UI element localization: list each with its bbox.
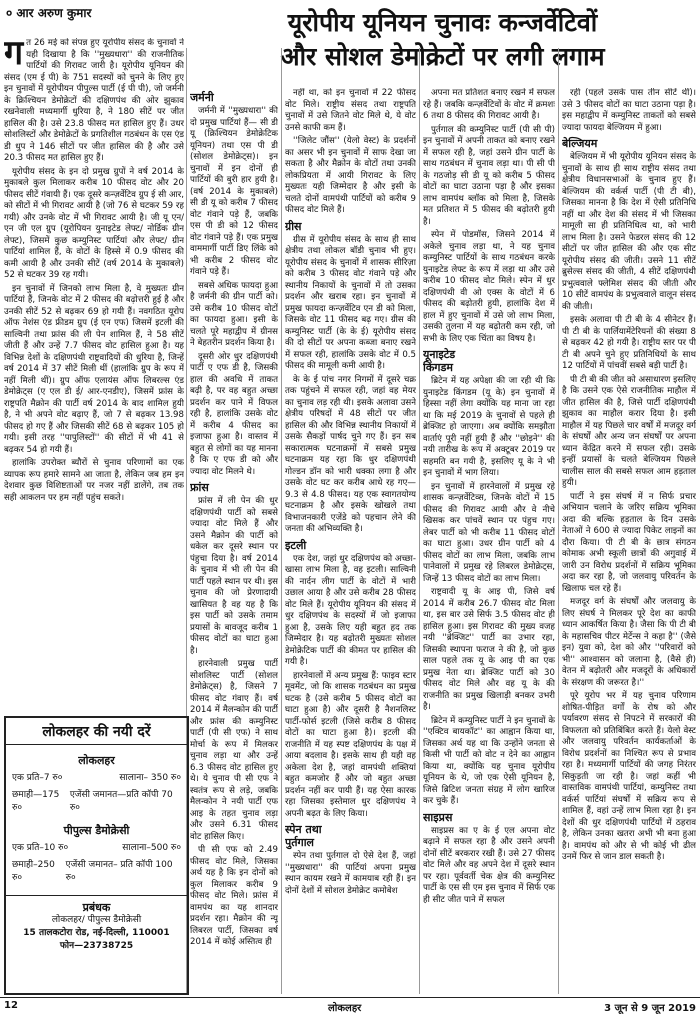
- rates-row: छमाही–250 रु० एजेंसी जमानत– प्रति कॉपी 100 रु०: [12, 860, 173, 883]
- article-paragraph: ''जिलेट जौंस'' (येलो वेस्ट) के प्रदर्शनों का असर भी इन चुनावों में साफ देखा जा सकता है और मैक्रोन के वोटों तथा उनकी लोकप्रियता में आयी गिरावट के लिए मुख्यतः यही जिम्मेदार है और इसी के चलते दोनों वामपंथी पार्टियों को करीब 9 फीसद वोट मिले हैं।: [285, 136, 416, 215]
- article-paragraph: रही (पहले उसके पास तीन सीटें थीं)। उसे 3 फीसद वोटों का घाटा उठाना पड़ा है। इस महाद्वीप में कम्युनिस्ट ताकतों को सबसे ज्यादा फायदा बेल्जियम में हुआ।: [562, 88, 696, 133]
- article-paragraph: स्पेन तथा पुर्तगाल दो ऐसे देश हैं, जहां ''मुख्यधारा'' की पार्टियां अपना प्रमुख स्थान कायम रखने में कामयाब रही हैं। इन दोनों देशों में सोशल डेमोक्रेट कमोबेश: [285, 851, 416, 896]
- article-paragraph: दूसरी ओर धुर दक्षिणपंथी पार्टी ए एफ डी है, जिसकी हाल की अवधि में ताकत बढ़ी है, पर वह बहुत अच्छा प्रदर्शन कर पाने में विफल रही है, हालांकि उसके वोट में करीब 4 फीसद का इजाफा हुआ है। वास्तव में बहुत से लोगों का यह मानना है कि ए एफ डी को और ज्यादा वोट मिलने थे।: [190, 351, 278, 477]
- rates-section-title: लोकलहर: [78, 754, 115, 767]
- rates-row: छमाही—175 रु० एजेंसी जमानत—प्रति कॉपी 70 रु०: [12, 790, 173, 813]
- section-heading: ग्रीस: [285, 219, 302, 233]
- manager-title: प्रबंधक: [82, 901, 111, 914]
- article-paragraph: पूरे यूरोप भर में यह चुनाव परिणाम शोषित-पीड़ित वर्गों के रोष को और पर्यावरण संसद से निपटने में सरकारों की विफलता को प्रतिबिंबित करते हैं। येलो वेस्ट और जलवायु परिवर्तन कार्यकर्ताओं के विरोध प्रदर्शनों का निश्चित रूप से प्रभाव रहा है। मध्यमार्गी पार्टियों की जगह निरंतर सिकुड़ती जा रही है। जहां कहीं भी वास्तविक वामपंथी पार्टियां, कम्युनिस्ट तथा वर्कर्स पार्टियां संघर्षों में सक्रिय रूप से शामिल हैं, वहां उन्हें लाभ मिला रहा है। इन देशों की धुर दक्षिणपंथी पार्टियों में ठहराव है, लेकिन उनका खतरा अभी भी बना हुआ है। वामपंथ को और से भी कोई भी ढील उनमें फिर से जान डाल सकती है।: [562, 691, 696, 862]
- column-rule: [419, 48, 420, 994]
- article-paragraph: हारनेवालों में अन्य प्रमुख हैं: फाइव स्टार मूवमेंट, जो कि शासक गठबंधन का प्रमुख घटक है (उसे करीब 5 फीसद वोटों का घाटा हुआ है) और दूसरी है नैशनलिस्ट पार्टी-फोर्स इटली (जिसे करीब 8 फीसद वोटों का घाटा हुआ है)। इटली की राजनीति में यह स्पष्ट दक्षिणपंथ के पक्ष में आया बदलाव है। इसके साथ ही यही वह अकेला देश है, जहां वामपंथी शक्तियां बहुत कमजोर हैं और जो बहुत अच्छा प्रदर्शन नहीं कर पायी हैं। यह ऐसा कारक रहा जिसका इस्तेमाल धुर दक्षिणपंथ ने अपनी बढ़त के लिए किया।: [285, 670, 416, 819]
- page-footer: [0, 997, 700, 1015]
- section-heading: बेल्जियम: [562, 137, 598, 150]
- article-paragraph: इसके अलावा पी टी बी के 4 सीनेटर हैं। पी टी बी के पार्लियामेंटेरियनों की संख्या 8 से बढ़कर 42 हो गयी है। राष्ट्रीय स्तर पर पी टी बी अपने चुने हुए प्रतिनिधियों के साथ 12 पार्टियों में पांचवीं सबसे बड़ी पार्टी है।: [562, 315, 696, 371]
- article-paragraph: इन चुनावों में जिनको लाभ मिला है, वे मुख्यतः ग्रीन पार्टियां हैं, जिनके वोट में 2 फीसद की बढ़ोत्तरी हुई है और उनकी सीटें 52 से बढ़कर 69 हो गयी हैं। नवगठित यूरोप ऑफ नेशंस एंड फ्रीडम ग्रुप (ई एन एफ) जिसमें इटली की साल्विनी तथा फ्रांस की ली पेन शामिल हैं, ने 58 सीटें जीती हैं और उन्हें 7.7 फीसद वोट हासिल हुआ है। यह विभिन्न देशों के दक्षिणपंथी राष्ट्रवादियों की धुरिया है, जिन्हें वर्ष 2014 में 37 सीटें मिली थीं (हालांकि ग्रुप के रूप में नहीं मिली थीं)। ग्रुप ऑफ एलायंस ऑफ लिबरल्स एंड डेमोक्रेट्स (ए एल डी ई/ आर-एनडीए), जिसमें फ्रांस के राष्ट्रपति मैक्रोन की पार्टी वर्ष 2014 के बाद शामिल हुयी है, ने भी अपने वोट बढ़ाए हैं, जो 7 से बढ़कर 13.98 फीसद हो गए हैं और जिसकी सीटें 68 से बढ़कर 105 हो गयी। इसी तरह ''पापुलिस्टों'' की सीटों में भी 41 से बढ़कर 54 हो गयी हैं।: [4, 283, 184, 455]
- article-paragraph: ग्रीस में यूरोपीय संसद के साथ ही साथ क्षेत्रीय तथा लोकल बॉडी चुनाव भी हुए। यूरोपीय संसद के चुनावों में शासक सीरिज़ा को करीब 3 फीसद वोट गंवाने पड़े और स्थानीय निकायों के चुनावों में तो उसका प्रदर्शन और खराब रहा। इन चुनावों में प्रमुख फायदा कन्ज़र्वेटिव एन डी को मिला, जिसके वोट 11 फीसद बढ़ गए। ग्रीस की कम्युनिस्ट पार्टी (के के ई) यूरोपीय संसद की दो सीटों पर अपना कब्जा बनाए रखने में सफल रही, हालांकि उसके वोट में 0.5 फीसद की मामूली कमी आयी है।: [285, 234, 416, 371]
- article-paragraph: ब्रिटेन में यह अपेक्षा की जा रही थी कि युनाइटेड किंगडम (यू के) इन चुनावों में हिस्सा नहीं लेगा क्योंकि यह माना जा रहा था कि मई 2019 के चुनावों से पहले ही ब्रेक्जिट हो जाएगा। अब क्योंकि समझौता वार्ताएं पूरी नहीं हुयी हैं और ''छोड़ने'' की नयी तारीख के रूप में अक्टूबर 2019 पर सहमति बन गयी है, इसलिए यू के ने भी इन चुनावों में भाग लिया।: [423, 376, 555, 478]
- article-column-4: [423, 88, 555, 994]
- article-paragraph: इन चुनावों में हारनेवालों में प्रमुख रहे शासक कन्ज़र्वेटिव्स, जिनके वोटों में 15 फीसद की गिरावट आयी और वे नीचे खिसक कर पांचवें स्थान पर पंहुच गए। लेबर पार्टी को भी करीब 11 फीसद वोटों का घाटा हुआ। उधर ग्रीन पार्टी को 4 फीसद वोटों का लाभ मिला, जबकि लाभ पानेवालों में प्रमुख रहे लिबरल डेमोक्रेट्स, जिन्हें 13 फीसद वोटों का लाभ मिला।: [423, 481, 555, 584]
- article-paragraph: हालांकि उपरोक्त ब्यौरों से चुनाव परिणामों का एक व्यापक रूप हमारे सामने आ जाता है, लेकिन जब हम इन देशवार कुछ विशिष्टताओं पर नजर नहीं डालेंगे, तब तक सही आकलन पर हम नहीं पहुंच सकते।: [4, 458, 184, 503]
- rates-title: लोकलहर की नयी दरें: [6, 718, 187, 745]
- publisher-phone: फोन—23738725: [59, 941, 134, 951]
- article-paragraph: यूरोपीय संसद के इन दो प्रमुख ग्रुपों ने वर्ष 2014 के मुकाबले कुल मिलाकर करीब 10 फीसद वोट और 20 फीसद सीटें गंवायी हैं। एक दूसरे कन्ज़र्वेटिव ग्रुप ई सी आर, को सीटों में भी गिरावट आयी है (जो 76 से घटकर 59 रह गयी) और उनके वोट में भी गिरावट आयी है। जी यू एन/ एन जी एल ग्रुप (यूरोपियन युनाइटेड लेफ्ट/ नोर्डिक ग्रीन लेफ्ट), जिसमें कुछ कम्युनिस्ट पार्टियां और लेफ्ट/ ग्रीन पार्टियां शामिल हैं, के वोटों के हिस्से में 0.9 फीसद की कमी आयी है और उनकी सीटें (वर्ष 2014 के मुकाबले) 52 से घटकर 39 रह गयी।: [4, 166, 184, 280]
- section-heading: फ्रांस: [190, 481, 209, 494]
- headline: [190, 6, 695, 74]
- article-paragraph: पुर्तगाल की कम्युनिस्ट पार्टी (पी सी पी) इन चुनावों में अपनी ताकत को बनाए रखने में सफल रही है, जहां उसने ग्रीन पार्टी के साथ गठबंधन में चुनाव लड़ा था। पी सी पी के गठजोड़ सी डी यू को करीब 5 फीसद वोटों का घाटा उठाना पड़ा है और इसका लाभ वामपंथ ब्लॉक को मिला है, जिसके मत प्रतिशत में 5 फीसद की बढ़ोतरी हुयी है।: [423, 124, 555, 227]
- article-paragraph: एक देश, जहां धुर दक्षिणपंथ को अच्छा-खासा लाभ मिला है, वह इटली। साल्विनी की नार्दन लीग पार्टी के वोटों में भारी उछाल आया है और उसे करीब 28 फीसद वोट मिले हैं। यूरोपीय यूनियन की संसद में धुर दक्षिणपंथ के सदस्यों में जो इजाफा हुआ है, उसके लिए यही बहुत हद तक जिम्मेदार है। यह बढ़ोतरी मुख्यतः सोशल डेमोक्रेटिक पार्टी की कीमत पर हासिल की गयी है।: [285, 553, 416, 667]
- article-paragraph: फ्रांस में ली पेन की धुर दक्षिणपंथी पार्टी को सबसे ज्यादा वोट मिले हैं और उसने मैक्रोन की पार्टी को धकेल कर दूसरे स्थान पर पंहुचा दिया है। वर्ष 2014 के चुनाव में भी ली पेन की पार्टी पहले स्थान पर थी। इस चुनाव की जो प्रेरणादायी खासियत है वह यह है कि इस पार्टी को उसके तमाम प्रयासों के बावजूद करीब 1 फीसद वोटों का घाटा हुआ है।: [190, 496, 278, 656]
- article-paragraph: जर्मनी में ''मुख्यधारा'' की दो प्रमुख पार्टियां हैं— सी डी यू (क्रिश्चियन डेमोक्रेटिक यूनियन) तथा एस पी डी (सोशल डेमोक्रेट्स)। इन चुनावों में इन दोनों ही पार्टियों की बुरी हार हुयी है। (वर्ष 2014 के मुकाबले) सी डी यू को करीब 7 फीसद वोट गंवाने पड़े हैं, जबकि एस पी डी को 12 फीसद वोट गंवाने पड़े हैं। एक प्रमुख वाममार्गी पार्टी डिए लिंके को भी करीब 2 फीसद वोट गंवाने पड़े हैं।: [190, 106, 278, 277]
- section-heading: साइप्रस: [423, 810, 453, 824]
- article-paragraph: गत 26 मई को संपन्न हुए यूरोपीय संसद के चुनावों ने यही दिखाया है कि ''मुख्यधारा'' की राजनीतिक पार्टियों की गिरावट जारी है। यूरोपीय यूनियन की संसद (एम ई पी) के 751 सदस्यों को चुनने के लिए हुए इन चुनावों में यूरोपीयन पीपुल्स पार्टी (ई पी पी), जो जर्मनी के क्रिश्चियन डेमोक्रेटों की दक्षिणपंथ की ओर झुकाव रखनेवाली मध्यमार्गी धुरिया है, ने 180 सीटें पर जीत हासिल की है। उसे 23.8 फीसद मत हासिल हुए हैं। उधर सोशलिस्टों और डेमोक्रेटों के प्रगतिशील गठबंधन के एस एंड डी धुप ने 146 सीटों पर जीत हासिल की है और उसे 20.3 फीसद मत हासिल हुए हैं।: [4, 38, 184, 163]
- article-paragraph: हारनेवाली प्रमुख पार्टी सोशलिस्ट पार्टी (सोशल डेमोक्रेट्स) है, जिसने 7 फीसद वोट गंवाए हैं। वर्ष 2014 में मैलन्कोन की पार्टी और फ्रांस की कम्युनिस्ट पार्टी (पी सी एफ) ने साथ मोर्चा के रूप में मिलकर चुनाव लड़ा था और उन्हें 6.3 फीसद वोट हासिल हुए थे। ये चुनाव पी सी एफ ने स्वतंत्र रूप से लड़े, जबकि मैलन्कोन ने नयी पार्टी एफ आइ के तहत चुनाव लड़ा और उसने 6.31 फीसद वोट हासिल किए।: [190, 659, 278, 842]
- section-heading: स्पेन तथा पुर्तगाल: [285, 823, 322, 849]
- issue-date: 3 जून से 9 जून 2019: [604, 1003, 696, 1014]
- article-column-5: [562, 88, 696, 994]
- manager-name: लोकलहर/ पीपुल्स डैमोक्रेसी: [51, 915, 142, 925]
- article-paragraph: नहीं था, को इन चुनावों में 22 फीसद वोट मिले। राष्ट्रीय संसद तथा राष्ट्रपति चुनावों में उसे जितने वोट मिले थे, ये वोट उनसे काफी कम हैं।: [285, 88, 416, 133]
- article-paragraph: ब्रिटेन में कम्युनिस्ट पार्टी ने इन चुनावों के ''एक्टिव बायकॉट'' का आह्वान किया था, जिसका अर्थ यह था कि उन्होंने जनता से किसी भी पार्टी को वोट न देने का आह्वान किया था, क्योंकि यह चुनाव यूरोपीय यूनियन के थे, जो एक ऐसी यूनियन है, जिसे ब्रिटिश जनता संग्रह में लोग खारिज कर चुके हैं।: [423, 715, 555, 806]
- article-column-3: [285, 88, 416, 994]
- article-paragraph: अपना मत प्रतिशत बनाए रखने में सफल रहे हैं। जबकि कन्ज़र्वेटिवों के वोट में क्रमशः 6 तथा 8 फीसद की गिरावट आयी है।: [423, 88, 555, 121]
- article-paragraph: मजदूर वर्ग के संघर्षों और जलवायु के लिए संघर्ष ने मिलकर पूरे देश का काफी ध्यान आकर्षित किया है। जैसा कि पी टी बी के महासचिव पीटर मेर्टेन्स ने कहा है'' (जैसे इन) युवा को, देश को और ''परिवारों को भी'' आश्वासन को जलाना है, (वैसे ही) वेतन में बढ़ोतरी और मजदूरों के अधिकारों के संरक्षण की जरूरत है।'': [562, 597, 696, 688]
- article-paragraph: पी टी बी की जीत को असाधारण इसलिए है कि उसने एक ऐसे राजनीतिक माहौल में जीत हासिल की है, जिसे पार्टी दक्षिणपंथी झुकाव का माहौल करार दिया है। इसी माहौल में यह पिछले चार वर्षों में मजदूर वर्ग के संघर्षों और अन्य जन संघर्षों पर अपना ध्यान केंद्रित करने में सफल रही। उसके इन्हीं प्रयासों के चलते बेल्जियम पिछले चालीस साल की सबसे सफल आम हड़ताल हुयी।: [562, 374, 696, 488]
- publisher-info: [6, 895, 187, 953]
- rates-section-title: पीपुल्स डैमोक्रेसी: [63, 824, 130, 837]
- article-column-1: [4, 38, 184, 712]
- publisher-address: 15 तालकटोरा रोड, नई-दिल्ली, 110001: [23, 928, 170, 938]
- subscription-rates-box: [4, 716, 189, 995]
- article-column-2: [190, 88, 278, 994]
- byline: ० आर अरुण कुमार: [6, 6, 92, 20]
- article-paragraph: साइप्रस का ए के ई एल अपना वोट बढ़ाने में सफल रहा है और उसने अपनी दोनों सीटें बरकरार रखी हैं। उसे 27 फीसद वोट मिले और वह अपने देश में दूसरे स्थान पर रहा। पूर्ववर्ती चेक क्षेत्र की कम्युनिस्ट पार्टी के एस सी एम इस चुनाव में सिर्फ एक ही सीट जीत पाने में सफल: [423, 825, 555, 905]
- article-paragraph: बेल्जियम में भी यूरोपीय यूनियन संसद के चुनावों के साथ ही साथ राष्ट्रीय संसद तथा क्षेत्रीय विधानसभाओं के चुनाव हुए हैं। बेल्जियम की वर्कर्स पार्टी (पी टी बी), जिसका मानना है कि देश में ऐसी प्रतिनिधि नहीं था और देश की संसद में भी जिसका मामूली सा ही प्रतिनिधित्व था, को भारी लाभ मिला है। उसने फेडरल संसद की 12 सीटों पर जीत हासिल की और एक सीट यूरोपीय संसद की जीती। उसने 11 सीटें ब्रुसेल्स संसद की जीती, 4 सीटें दक्षिणपंथी प्रभुत्ववाले फ्लेमिश संसद की जीती और 10 सीटें वामपंथ के प्रभुत्ववाले वालून संसद की जीती।: [562, 152, 696, 312]
- section-heading: यूनाइटेड किंगडम: [423, 348, 456, 374]
- newspaper-name: लोकलहर: [328, 1003, 362, 1014]
- column-rule: [558, 48, 559, 994]
- section-heading: इटली: [285, 538, 307, 552]
- article-paragraph: पार्टी ने इस संघर्ष में न सिर्फ प्रचार अभियान चलाने के जरिए सक्रिय भूमिका अदा की बल्कि हड़ताल के दिन उसके नेताओं ने 600 से ज्यादा पिकेट लाइनों का दौरा किया। पी टी बी के छात्र संगठन कोमाक अभी स्कूली छात्रों की अगुवाई में जारी उन विरोध प्रदर्शनों में सक्रिय भूमिका अदा कर रहा है, जो जलवायु परिवर्तन के खिलाफ चल रहे हैं।: [562, 491, 696, 594]
- drop-cap: ग: [4, 38, 24, 73]
- page-number: 12: [4, 1000, 18, 1011]
- rates-row: एक प्रति–7 रु० सालाना– 350 रु०: [12, 773, 181, 783]
- section-heading: जर्मनी: [190, 91, 214, 104]
- article-paragraph: के के ई पांच नगर निगमों में दूसरे चक्र तक पहुंचने में सफल रही, जहां वह मेयर का चुनाव लड़ रही थी। इसके अलावा उसने क्षेत्रीय परिषदों में 48 सीटों पर जीत हासिल की और विभिन्न स्थानीय निकायों में उसके सैकड़ों पार्षद चुने गए हैं। इन सब सकारात्मक घटनाक्रमों में सबसे प्रमुख घटनाक्रम यह रहा कि धुर दक्षिणपंथी गोल्डन डॉन को भारी धक्का लगा है और उसके वोट घट कर करीब आधे रह गए—9.3 से 4.8 फीसद। यह एक स्वागतयोग्य घटनाक्रम है और इसके खोखले तथा विभाजनकारी एजेंडे को पहचान लेने की जनता की अभिव्यक्ति है।: [285, 374, 416, 534]
- headline-line-1: यूरोपीय यूनियन चुनावः कन्जर्वेटिवों: [287, 8, 598, 37]
- article-paragraph: सबसे अधिक फायदा हुआ है जर्मनी की ग्रीन पार्टी को। उसे करीब 10 फीसद वोटों का फायदा हुआ। इसी के चलते पूरे महाद्वीप में ग्रीनस ने बेहतरीन प्रदर्शन किया है।: [190, 280, 278, 348]
- article-paragraph: पी सी एफ को 2.49 फीसद वोट मिले, जिसका अर्थ यह है कि इन दोनों को कुल मिलाकर करीब 9 फीसद वोट मिले। फ्रांस में वामपंथ का यह शानदार प्रदर्शन रहा। मैक्रोन की न्यू लिबरल पार्टी, जिसका वर्ष 2014 में कोई अस्तित्व ही: [190, 845, 278, 947]
- article-paragraph: राष्ट्रवादी यू के आइ पी, जिसे वर्ष 2014 में करीब 26.7 फीसद वोट मिला था, इस बार उसे सिर्फ 3.5 फीसद वोट ही हासिल हुआ। इस गिरावट की मुख्य वजह नयी ''ब्रेक्जिट'' पार्टी का उभार रहा, जिसकी स्थापना फराज ने की है, जो कुछ साल पहले तक यू के आइ पी का एक प्रमुख नेता था। ब्रेक्जिट पार्टी को 30 फीसद वोट मिले और वह यू के की राजनीति का प्रमुख खिलाड़ी बनकर उभरी है।: [423, 587, 555, 712]
- article-paragraph: स्पेन में पोडमॉस, जिसने 2014 में अकेले चुनाव लड़ा था, ने यह चुनाव कम्युनिस्ट पार्टियों के साथ गठबंधन करके युनाइटेड लेफ्ट के रूप में लड़ा था और उसे करीब 10 फीसद वोट मिले। स्पेन में धुर दक्षिणपंथी वी ओ एक्स के वोटों में 6 फीसद की बढ़ोतरी हुयी, हालांकि देश में हाल में हुए चुनावों में उसे जो लाभ मिला, उसकी तुलना में यह बढ़ोतरी कम रही, जो सभी के लिए एक चिंता का विषय है।: [423, 230, 555, 344]
- rates-row: एक प्रति–10 रु० सालाना–500 रु०: [12, 843, 181, 853]
- column-rule: [281, 48, 282, 994]
- headline-line-2: और सोशल डेमोक्रेटों पर लगी लगाम: [280, 42, 605, 71]
